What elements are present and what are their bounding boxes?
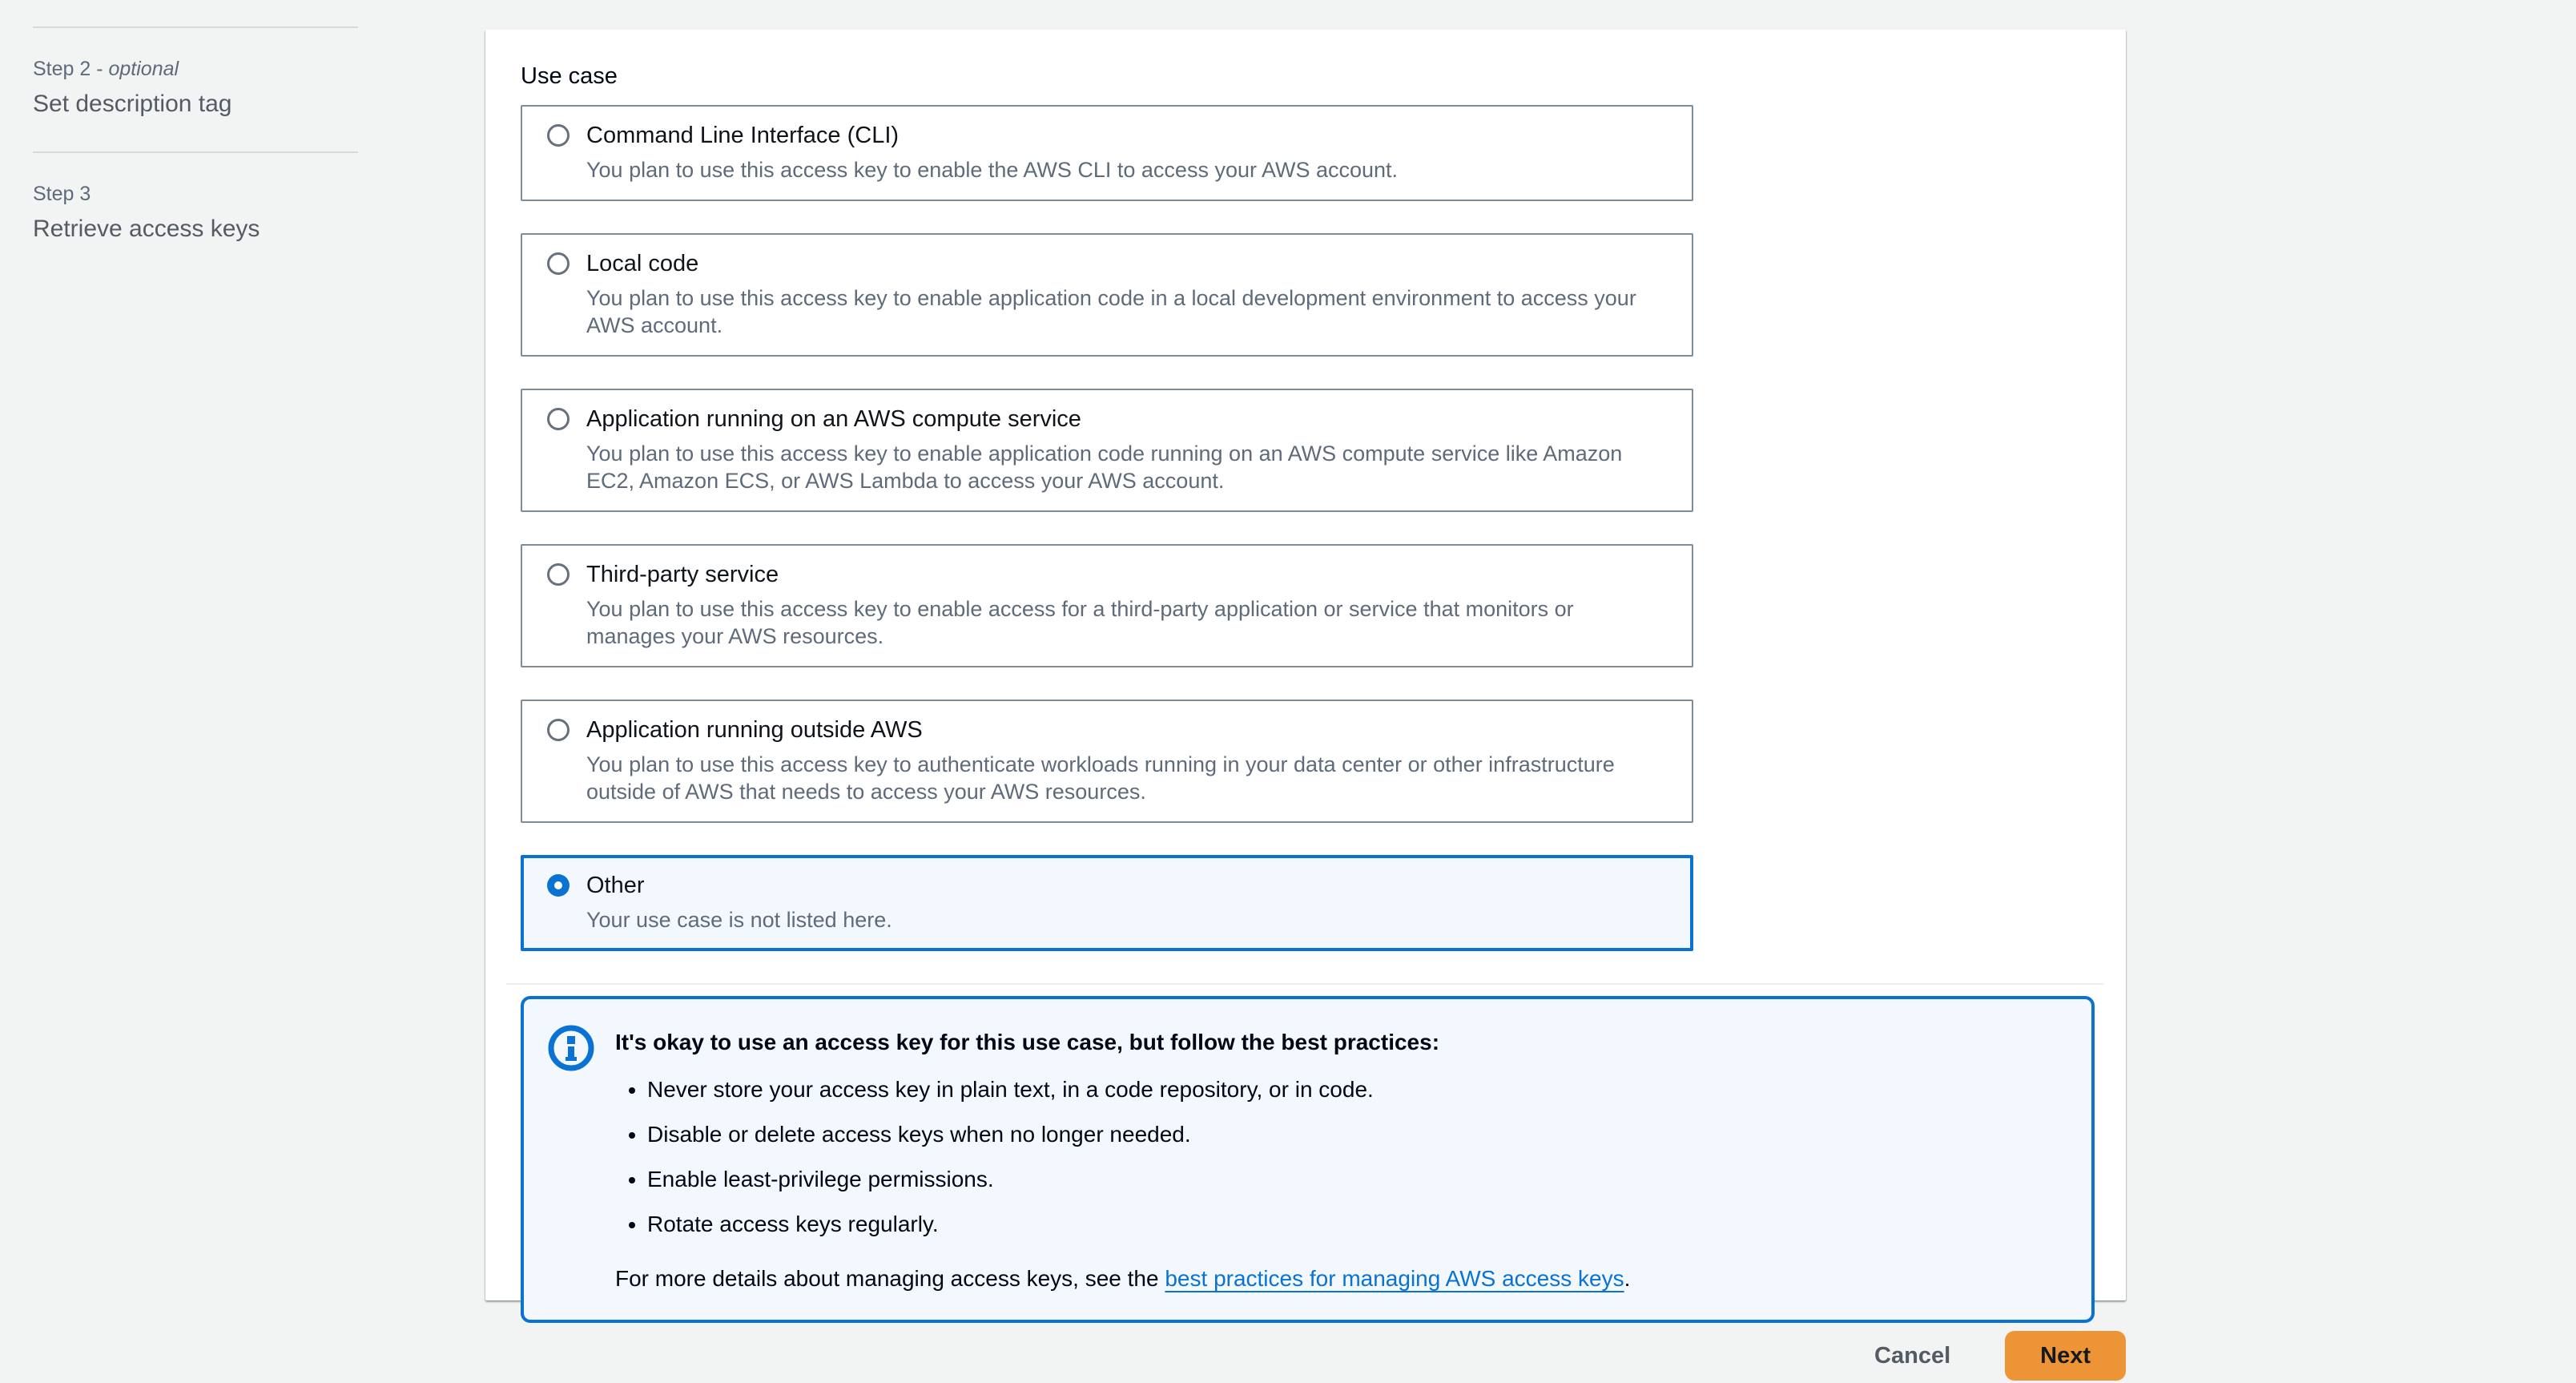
use-case-description: You plan to use this access key to authenticate workloads running in your data center or other infrastructure outside of AWS that needs to access your AWS resources. xyxy=(586,752,1615,804)
use-case-option-local-code[interactable] xyxy=(521,233,1693,357)
use-case-description: You plan to use this access key to enable application code running on an AWS compute service like Amazon EC2, Amazon ECS, or AWS Lambda to access your AWS account. xyxy=(586,442,1623,493)
use-case-form-panel xyxy=(485,30,2126,1300)
use-case-title: Local code xyxy=(586,251,699,276)
use-case-option-third-party-service[interactable] xyxy=(521,544,1693,667)
wizard-step-2 xyxy=(33,28,358,151)
use-case-title: Third-party service xyxy=(586,562,779,587)
step-2-label xyxy=(33,57,358,81)
next-button[interactable]: Next xyxy=(2005,1331,2126,1381)
use-case-title: Other xyxy=(586,873,645,898)
use-case-title: Application running on an AWS compute service xyxy=(586,406,1081,432)
tile-head xyxy=(547,121,1672,150)
step-2-title: Set description tag xyxy=(33,91,232,117)
radio-button-unchecked-icon[interactable] xyxy=(547,563,570,586)
tile-head xyxy=(547,249,1672,278)
step-3-label-text: Step 3 xyxy=(33,183,91,205)
best-practice-item: • Rotate access keys regularly. xyxy=(647,1211,1630,1238)
use-case-description: You plan to use this access key to enable access for a third-party application or service that monitors or manages your AWS resources. xyxy=(586,597,1574,648)
wizard-steps-sidebar xyxy=(33,0,358,276)
use-case-option-cli[interactable] xyxy=(521,105,1693,201)
use-case-title: Application running outside AWS xyxy=(586,717,923,743)
radio-button-unchecked-icon[interactable] xyxy=(547,252,570,275)
radio-button-checked-icon[interactable] xyxy=(547,874,570,897)
radio-button-unchecked-icon[interactable] xyxy=(547,124,570,147)
alert-footer xyxy=(615,1265,1630,1292)
use-case-section-label: Use case xyxy=(521,63,618,89)
use-case-title: Command Line Interface (CLI) xyxy=(586,123,900,148)
use-case-description: Your use case is not listed here. xyxy=(586,908,892,932)
best-practices-list xyxy=(615,1076,1630,1238)
tile-head xyxy=(547,716,1672,744)
best-practices-info-alert xyxy=(521,996,2095,1323)
wizard-footer-actions xyxy=(485,1330,2126,1381)
section-divider xyxy=(506,983,2103,985)
best-practice-item: • Disable or delete access keys when no longer needed. xyxy=(647,1121,1630,1148)
use-case-description: You plan to use this access key to enable the AWS CLI to access your AWS account. xyxy=(586,158,1399,182)
step-2-optional-text: optional xyxy=(108,58,179,80)
alert-title: It's okay to use an access key for this use case, but follow the best practices: xyxy=(615,1030,1440,1054)
alert-footer-period: . xyxy=(1624,1266,1631,1291)
use-case-description: You plan to use this access key to enable application code in a local development environment to access your AWS account. xyxy=(586,286,1636,337)
use-case-option-other[interactable] xyxy=(521,855,1693,951)
tile-head xyxy=(547,871,1672,900)
cancel-button[interactable]: Cancel xyxy=(1870,1330,1955,1381)
best-practice-item: • Never store your access key in plain text, in a code repository, or in code. xyxy=(647,1076,1630,1103)
info-icon xyxy=(548,1025,594,1071)
step-3-title: Retrieve access keys xyxy=(33,216,260,242)
radio-button-unchecked-icon[interactable] xyxy=(547,408,570,430)
step-2-label-text: Step 2 - xyxy=(33,58,109,80)
tile-head xyxy=(547,560,1672,589)
alert-footer-text: For more details about managing access keys, see the xyxy=(615,1266,1165,1291)
step-3-label xyxy=(33,182,358,206)
alert-body xyxy=(615,1023,1630,1292)
use-case-option-aws-compute-service[interactable] xyxy=(521,389,1693,512)
radio-button-unchecked-icon[interactable] xyxy=(547,719,570,741)
wizard-step-3 xyxy=(33,153,358,276)
best-practices-link[interactable]: best practices for managing AWS access keys xyxy=(1165,1266,1624,1291)
best-practice-item: • Enable least-privilege permissions. xyxy=(647,1166,1630,1193)
tile-head xyxy=(547,405,1672,433)
use-case-option-outside-aws[interactable] xyxy=(521,700,1693,823)
